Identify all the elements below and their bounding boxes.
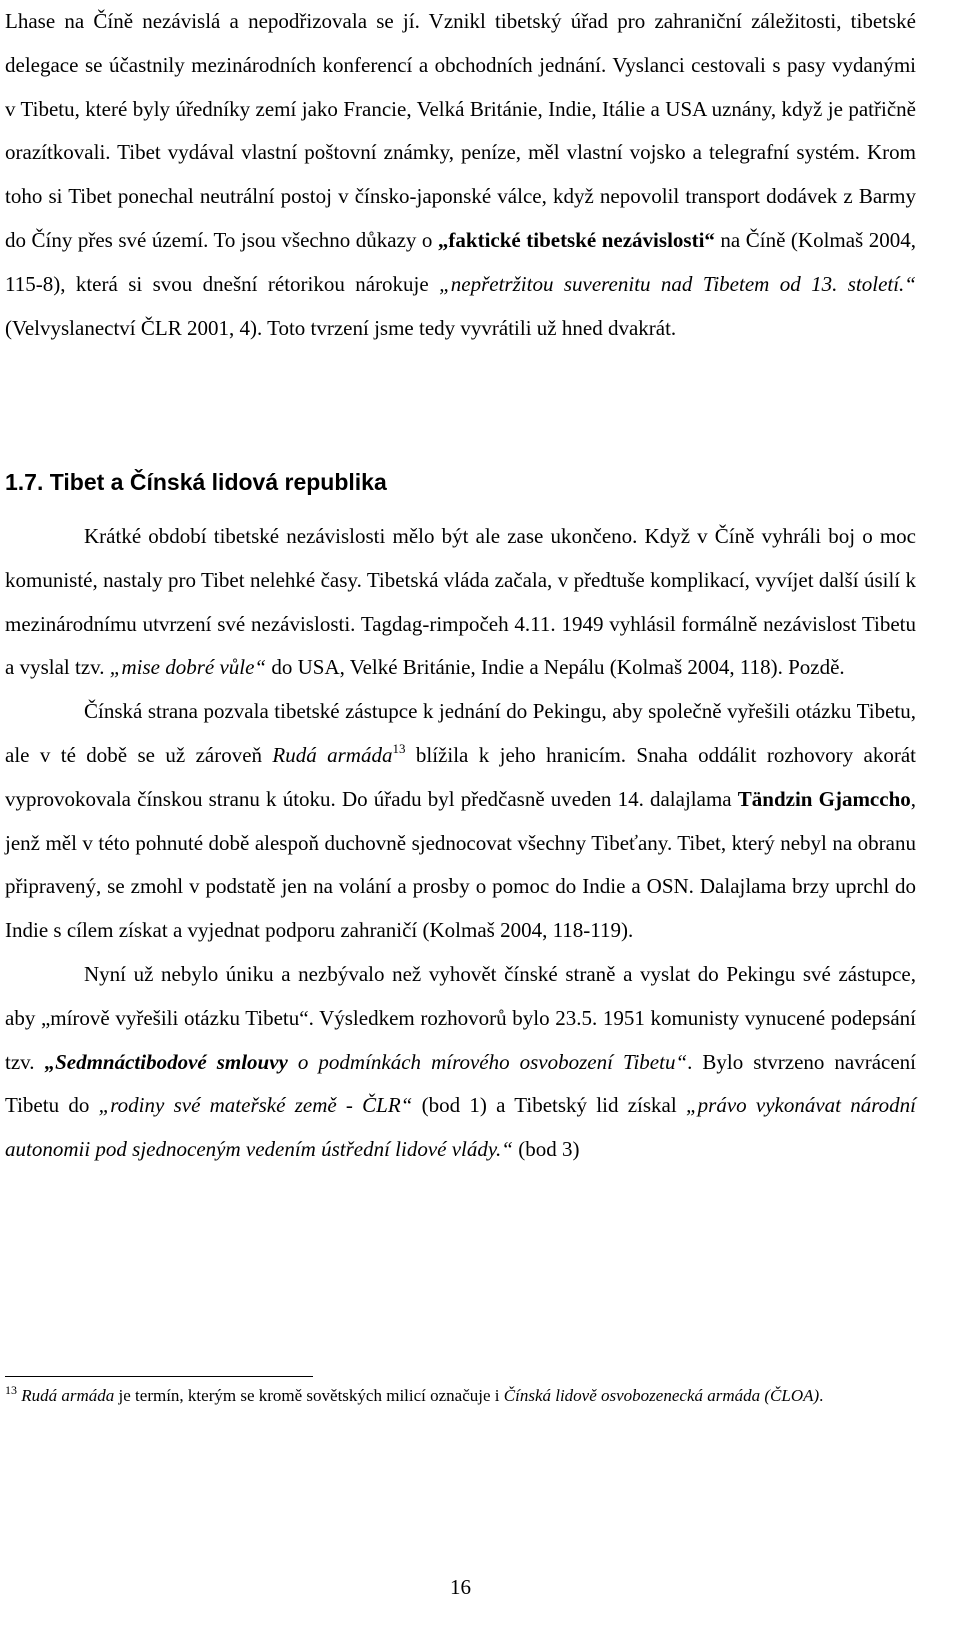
text-run: blížila k jeho hranicím. Snaha oddálit rozhovory akorát vyprovokovala čínskou stranu k útoku. Do úřadu byl předčasně uveden 14. dalajlama xyxy=(5,742,916,811)
footnote-separator xyxy=(5,1376,313,1377)
bold-quote: „faktické tibetské nezávislosti“ xyxy=(437,227,715,252)
italic-term: Rudá armáda xyxy=(21,1386,115,1405)
text-run: Čínská strana pozvala tibetské zástupce k jednání do Pekingu, aby společně vyřešili otázku Tibetu, ale v té době se už zároveň xyxy=(5,699,916,767)
footnote xyxy=(5,1385,910,1407)
text-run: Krátké období tibetské nezávislosti mělo být ale zase ukončeno. Když v Číně vyhráli boj o moc komunisté, nastaly pro Tibet nelehké časy. Tibetská vláda začala, v předtuše komplikací, vyvíjet další úsilí k mezinárodnímu utvrzení své nezávislosti. Tagdag-rimpočeh 4.11. 1949 vyhlásil formálně nezávislost Tibetu a vyslal tzv. xyxy=(5,524,916,680)
bold-name: Tändzin Gjamccho xyxy=(737,786,911,811)
italic-term: Čínská lidově osvobozenecká armáda (ČLOA) xyxy=(503,1386,820,1405)
text-run: do USA, Velké Británie, Indie a Nepálu (Kolmaš 2004, 118). Pozdě. xyxy=(266,655,845,680)
paragraph-chinese-invitation xyxy=(5,690,916,953)
paragraph-seventeen-point xyxy=(5,953,916,1172)
section-body xyxy=(5,515,916,1172)
text-run: Lhase na Číně nezávislá a nepodřizovala se jí. Vznikl tibetský úřad pro zahraniční záležitosti, tibetské delegace se účastnily mezinárodních konferencí a obchodních jednání. Vyslanci cestovali s pasy vydanými v Tibetu, které byly úředníky zemí jako Francie, Velká Británie, Indie, Itálie a USA uznány, když je patřičně orazítkovali. Tibet vydával vlastní poštovní známky, peníze, měl vlastní vojsko a telegrafní systém. Krom toho si Tibet ponechal neutrální postoj v čínsko-japonské válce, když nepovolil transport dodávek z Barmy do Číny přes své území. To jsou všechno důkazy o xyxy=(5,9,916,252)
italic-quote: „mise dobré vůle“ xyxy=(109,655,267,680)
paragraph-tibet-independence xyxy=(5,0,916,350)
text-run: (Velvyslanectví ČLR 2001, 4). Toto tvrzení jsme tedy vyvrátili už hned dvakrát. xyxy=(5,315,677,340)
text-run: Nyní už nebylo úniku a nezbývalo než vyhovět čínské straně a vyslat do Pekingu své zástupce, aby „mírově vyřešili otázku Tibetu“. Výsledkem rozhovorů bylo 23.5. 1951 komunisty vynucené podepsání tzv. xyxy=(5,961,916,1074)
italic-quote: „nepřetržitou suverenitu nad Tibetem od 13. století.“ xyxy=(439,271,916,296)
section-heading: 1.7. Tibet a Čínská lidová republika xyxy=(5,469,387,495)
text-run: . Bylo stvrzeno navrácení Tibetu do xyxy=(5,1049,917,1118)
italic-quote: „právo vykonávat národní autonomii pod sjednoceným vedením ústřední lidové vlády.“ xyxy=(5,1093,916,1162)
text-run: , jenž měl v této pohnuté době alespoň duchovně sjednocovat všechny Tibeťany. Tibet, který nebyl na obranu připravený, se zmohl v podstatě jen na volání a prosby o pomoc do Indie a OSN. Dalajlama brzy uprchl do Indie s cílem získat a vyjednat podporu zahraničí (Kolmaš 2004, 118-119). xyxy=(5,786,917,943)
text-run: . xyxy=(819,1386,824,1405)
italic-title: o podmínkách mírového osvobození Tibetu“ xyxy=(287,1049,688,1074)
italic-term: Rudá armáda xyxy=(272,742,393,767)
bold-italic-title: „Sedmnáctibodové smlouvy xyxy=(44,1049,288,1074)
text-run: (bod 3) xyxy=(512,1137,580,1162)
italic-quote: „rodiny své mateřské země - ČLR“ xyxy=(98,1093,413,1118)
text-run: (bod 1) a Tibetský lid získal xyxy=(412,1093,686,1118)
paragraph-independence-end xyxy=(5,515,916,690)
page-number: 16 xyxy=(450,1575,471,1599)
text-run: na Číně (Kolmaš 2004, 115-8), která si svou dnešní rétorikou nárokuje xyxy=(5,227,916,296)
footnote-number: 13 xyxy=(5,1383,17,1397)
footnote-reference[interactable]: 13 xyxy=(392,740,406,756)
text-run: je termín, kterým se kromě sovětských milicí označuje i xyxy=(114,1386,504,1405)
